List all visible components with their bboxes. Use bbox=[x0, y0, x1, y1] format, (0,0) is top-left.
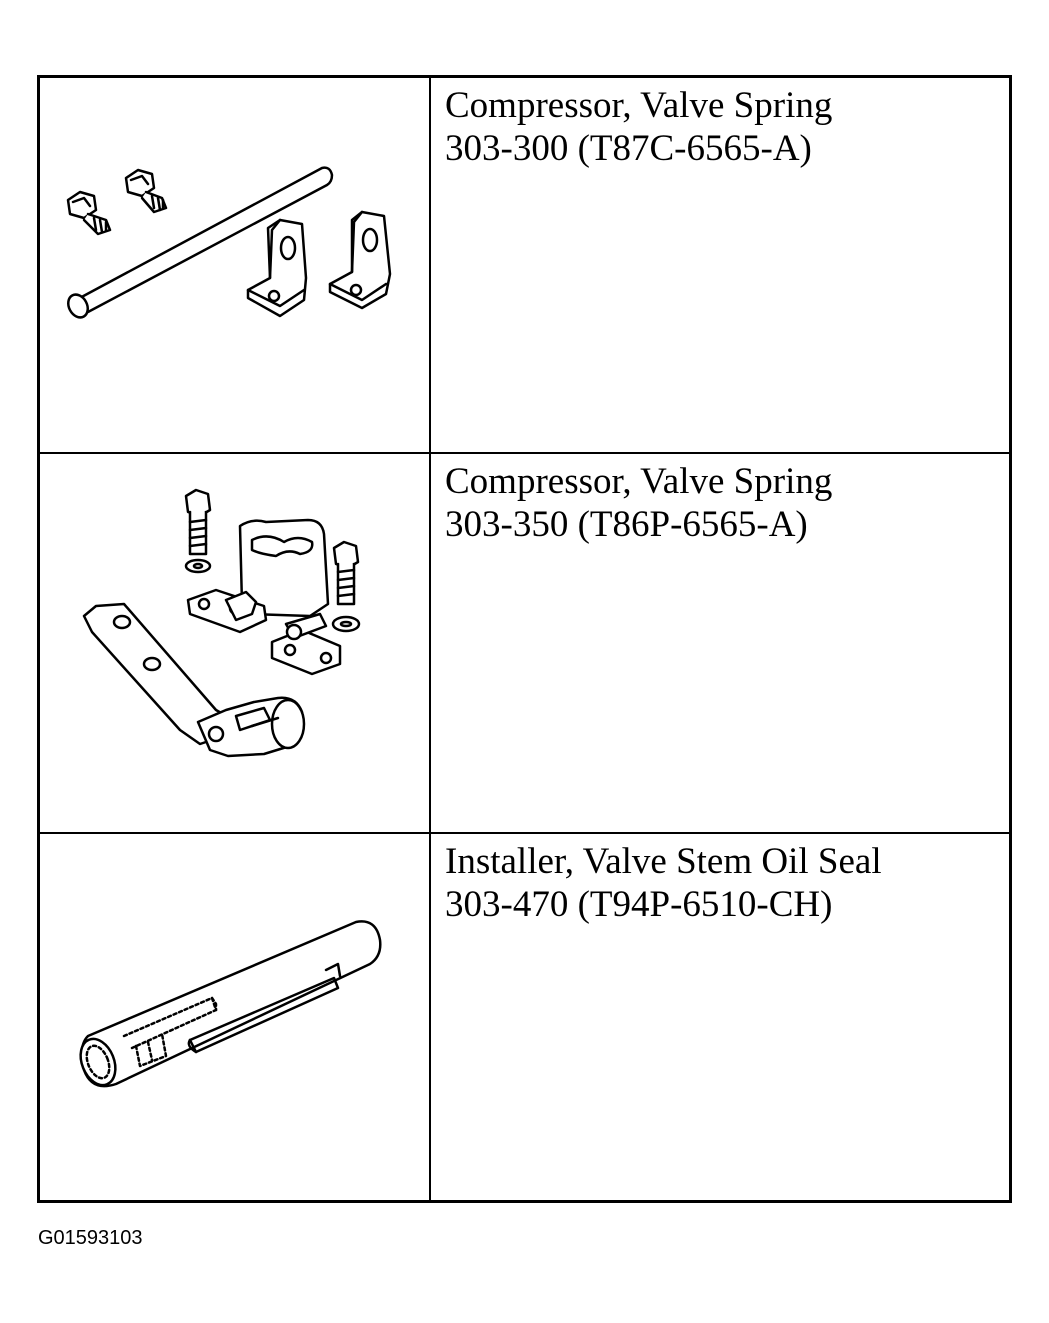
tool-description bbox=[445, 84, 985, 170]
tool-number: 303-300 (T87C-6565-A) bbox=[445, 128, 812, 169]
tool-name: Installer, Valve Stem Oil Seal bbox=[445, 841, 882, 882]
tool-number: 303-350 (T86P-6565-A) bbox=[445, 504, 808, 545]
tool-number: 303-470 (T94P-6510-CH) bbox=[445, 884, 833, 925]
column-divider bbox=[429, 454, 431, 832]
tool-row bbox=[40, 78, 1009, 452]
valve-stem-seal-installer-tube-icon bbox=[40, 834, 429, 1203]
valve-spring-compressor-bar-kit-icon bbox=[40, 78, 429, 452]
tool-description bbox=[445, 840, 985, 926]
valve-spring-compressor-lever-kit-icon bbox=[40, 454, 429, 832]
tool-description bbox=[445, 460, 985, 546]
figure-id: G01593103 bbox=[38, 1227, 143, 1249]
column-divider bbox=[429, 78, 431, 452]
tool-name: Compressor, Valve Spring bbox=[445, 85, 833, 126]
column-divider bbox=[429, 834, 431, 1203]
tool-name: Compressor, Valve Spring bbox=[445, 461, 833, 502]
tool-table bbox=[37, 75, 1012, 1203]
tool-row bbox=[40, 832, 1009, 1203]
tool-row bbox=[40, 452, 1009, 832]
